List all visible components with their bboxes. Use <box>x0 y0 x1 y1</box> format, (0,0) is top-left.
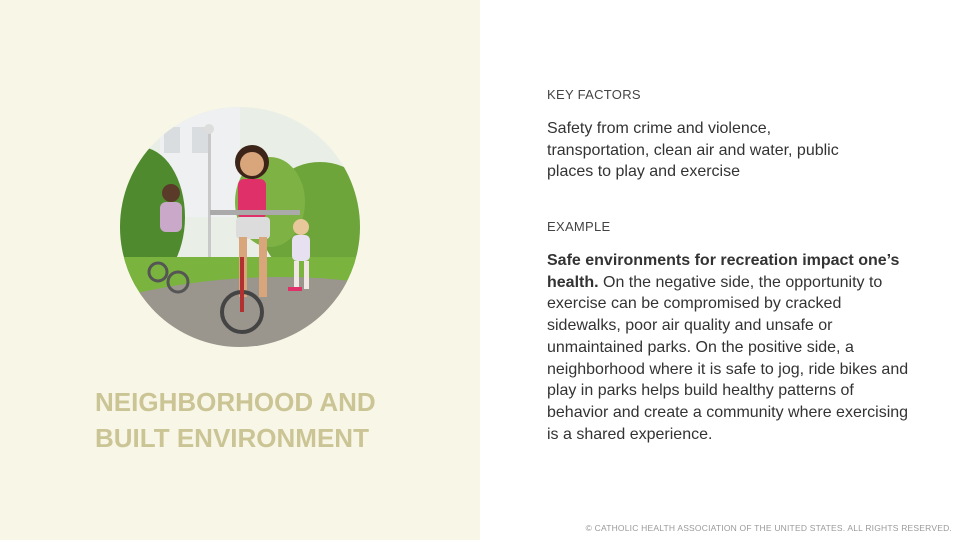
example-paragraph <box>547 250 917 445</box>
example-lead-bold: Safe environments for recreation impact one’s health. <box>547 252 900 291</box>
key-factors-label: KEY FACTORS <box>547 87 641 102</box>
key-factors-text: Safety from crime and violence, transportation, clean air and water, public places to play and exercise <box>547 120 839 181</box>
children-biking-illustration <box>120 107 360 347</box>
example-label: EXAMPLE <box>547 219 611 234</box>
section-title: NEIGHBORHOOD AND BUILT ENVIRONMENT <box>95 387 376 453</box>
copyright-footer: © CATHOLIC HEALTH ASSOCIATION OF THE UNITED STATES. ALL RIGHTS RESERVED. <box>585 523 952 533</box>
example-body: On the negative side, the opportunity to exercise can be compromised by cracked sidewalks, poor air quality and unsafe or unmaintained parks. On the positive side, a neighborhood where it is safe to jog, ride bikes and play in parks helps build healthy patterns of behavior and create a community where exercising is a shared experience. <box>547 273 909 443</box>
photo-children-biking <box>120 107 360 347</box>
